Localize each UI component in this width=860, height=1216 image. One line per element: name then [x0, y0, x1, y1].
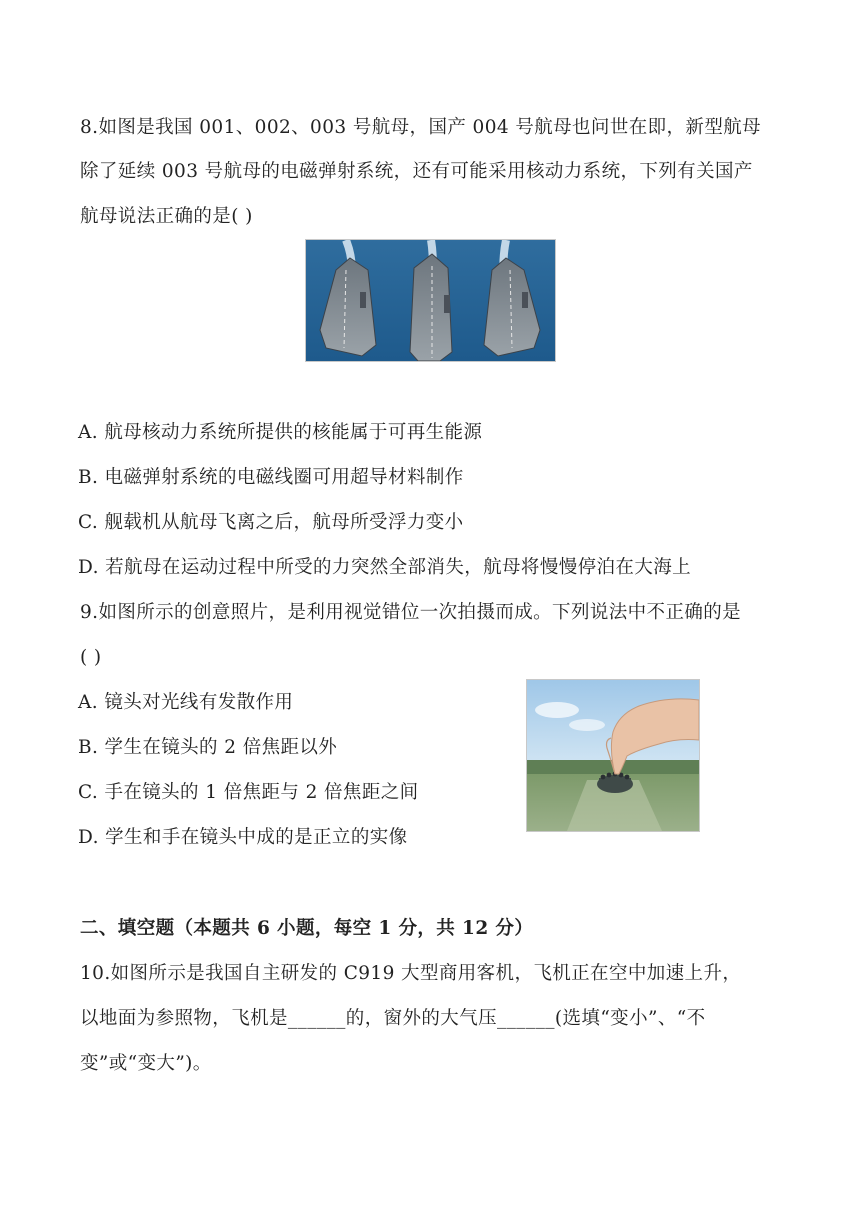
q8-stem-line-2: 除了延续 003 号航母的电磁弹射系统，还有可能采用核动力系统，下列有关国产	[80, 161, 753, 182]
q8-stem-line-3: 航母说法正确的是( )	[80, 206, 253, 227]
q10-stem-line-1: 10.如图所示是我国自主研发的 C919 大型商用客机，飞机正在空中加速上升，	[80, 963, 742, 984]
section-heading: 二、填空题（本题共 6 小题，每空 1 分，共 12 分）	[80, 918, 534, 939]
q9-option-b: B. 学生在镜头的 2 倍焦距以外	[78, 737, 338, 758]
q8-option-b: B. 电磁弹射系统的电磁线圈可用超导材料制作	[78, 467, 464, 488]
aircraft-carriers-figure	[305, 239, 556, 362]
q10-stem-line-2: 以地面为参照物，飞机是______的，窗外的大气压______(选填“变小”、“不	[80, 1008, 706, 1029]
q9-option-d: D. 学生和手在镜头中成的是正立的实像	[78, 827, 408, 848]
q8-option-d: D. 若航母在运动过程中所受的力突然全部消失，航母将慢慢停泊在大海上	[78, 557, 692, 578]
q8-stem-line-1: 8.如图是我国 001、002、003 号航母，国产 004 号航母也问世在即，新型航母	[80, 117, 762, 138]
q9-option-a: A. 镜头对光线有发散作用	[78, 692, 294, 713]
q8-option-c: C. 舰载机从航母飞离之后，航母所受浮力变小	[78, 512, 464, 533]
creative-photo-figure	[526, 679, 700, 832]
q8-option-a: A. 航母核动力系统所提供的核能属于可再生能源	[78, 422, 483, 443]
q9-stem-line-2: ( )	[80, 647, 102, 668]
q10-stem-line-3: 变”或“变大”)。	[80, 1053, 212, 1074]
q9-option-c: C. 手在镜头的 1 倍焦距与 2 倍焦距之间	[78, 782, 419, 803]
q9-stem-line-1: 9.如图所示的创意照片，是利用视觉错位一次拍摄而成。下列说法中不正确的是	[80, 602, 742, 623]
